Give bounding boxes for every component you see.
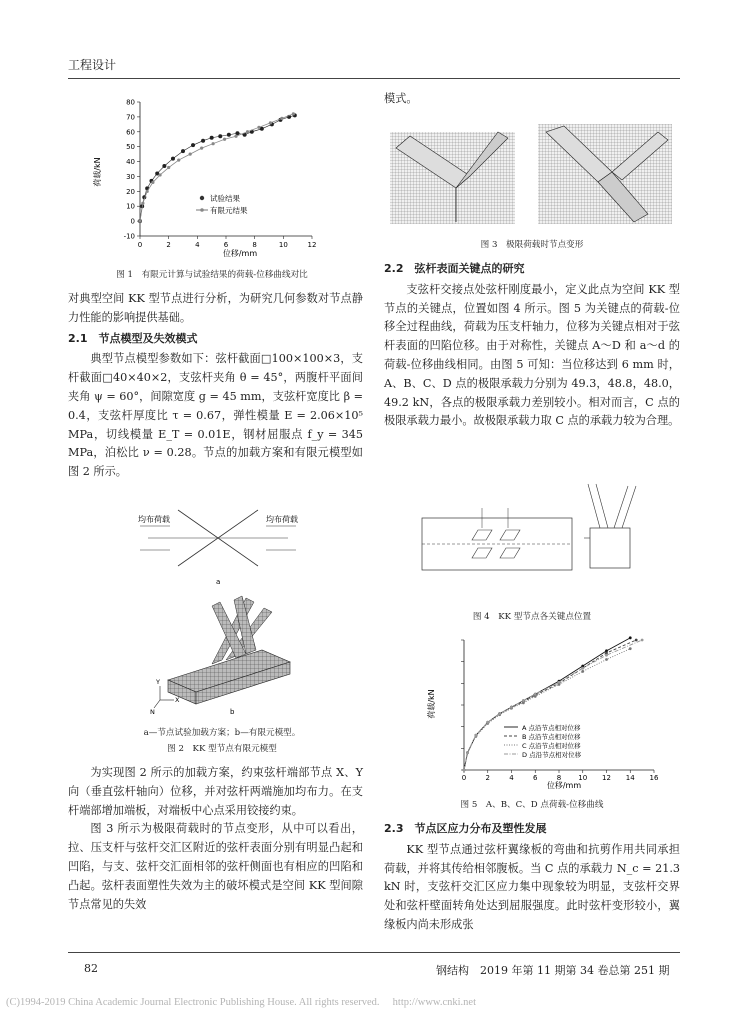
fig1-point bbox=[171, 157, 175, 161]
fig1-point bbox=[200, 147, 203, 150]
fig5-x-tick-label: 8 bbox=[556, 774, 562, 782]
left-column-bottom bbox=[68, 764, 363, 914]
fig2-axis-x: X bbox=[175, 696, 180, 704]
fig1-point bbox=[227, 133, 231, 137]
right-column-bottom bbox=[384, 820, 680, 935]
fig5-legend-c: C 点沿节点相对位移 bbox=[522, 742, 581, 750]
fig5-caption: 图 5 A、B、C、D 点荷载-位移曲线 bbox=[460, 800, 604, 810]
fig1-y-tick-label: -10 bbox=[123, 232, 135, 241]
fig5-point bbox=[629, 647, 632, 650]
fig1-point bbox=[177, 158, 180, 161]
fig1-point bbox=[191, 143, 195, 147]
fig1-y-tick-label: 80 bbox=[126, 98, 135, 107]
fig1-point bbox=[138, 220, 141, 223]
journal-info: 钢结构 2019 年第 11 期第 34 卷总第 251 期 bbox=[436, 964, 670, 977]
heading-2-1: 2.1 节点模型及失效模式 bbox=[68, 331, 198, 345]
fig1-y-tick-label: 20 bbox=[126, 187, 135, 196]
right-column-middle bbox=[384, 260, 680, 431]
fig2-axis-y: Y bbox=[156, 678, 160, 686]
fig5-point bbox=[486, 721, 489, 724]
fig5-x-tick-label: 14 bbox=[625, 774, 635, 782]
fig5-point bbox=[629, 636, 632, 639]
fig5-point bbox=[474, 734, 477, 737]
fig1-point bbox=[269, 121, 272, 124]
fig1-x-tick-label: 10 bbox=[278, 241, 288, 249]
paragraph-intro: 对典型空间 KK 型节点进行分析，为研究几何参数对节点静力性能的影响提供基础。 bbox=[68, 292, 363, 324]
fig1-point bbox=[141, 202, 144, 205]
paragraph-params: 典型节点模型参数如下：弦杆截面□100×100×3，支杆截面□40×40×2，支弦杆夹角 θ = 45°，两腹杆平面间夹角 ψ = 60°，间隙宽度 g = 45 mm，支弦杆宽度比 β = 0.4，支弦杆厚度比 τ = 0.67，弹性模量 E = 2.06×10⁵ MPa，切线模量 E_T = 0.01E，钢材屈服点 f_y = 345 MPa，泊松比 ν = 0.28。节点的加载方案和有限元模型如图 2 所示。 bbox=[68, 352, 363, 479]
fig5-point bbox=[522, 699, 525, 702]
fig5-point bbox=[581, 667, 584, 670]
fig1-point bbox=[257, 126, 260, 129]
fig5-legend-d: D 点沿节点相对位移 bbox=[522, 751, 582, 759]
fig4-keypoints bbox=[418, 478, 668, 600]
running-header: 工程设计 bbox=[68, 58, 117, 72]
fig1-point bbox=[223, 138, 226, 141]
fig1-point bbox=[158, 173, 161, 176]
paragraph-failure: 图 3 所示为极限荷载时的节点变形，从中可以看出，拉、压支杆与弦杆交汇区附近的弦杆表面分别有明显凸起和凹陷，与支、弦杆交汇面相邻的弦杆侧面也有相应的凹陷和凸起。弦杆表面塑性失效为主的破坏模式是空间 KK 型间隙节点常见的失效 bbox=[68, 822, 363, 911]
fig1-caption: 图 1 有限元计算与试验结果的荷载-位移曲线对比 bbox=[116, 270, 308, 280]
fig5-point bbox=[605, 654, 608, 657]
fig1-x-tick-label: 6 bbox=[223, 241, 229, 249]
fig5-point bbox=[641, 639, 644, 642]
paragraph-keypoints: 支弦杆交接点处弦杆刚度最小，定义此点为空间 KK 型节点的关键点，位置如图 4 所示。图 5 为关键点的荷载-位移全过程曲线，荷载为压支杆轴力，位移为关键点相对于弦杆表面的凹陷位移。由于对称性，关键点 A～D 和 a～d 的荷载-位移曲线相同。由图 5 可知：当位移达到 6 mm 时，A、B、C、D 点的极限承载力分别为 49.3，48.8，48.0，49.2 kN，各点的极限承载力差别较小。相对而言，C 点的极限承载力最小。故极限承载力取 C 点的承载力较为合理。 bbox=[384, 282, 680, 428]
paragraph-stress: KK 型节点通过弦杆翼缘板的弯曲和抗剪作用共同承担荷载，并将其传给相邻腹板。当 C 点的承载力 N_c = 21.3 kN 时，支弦杆交汇区应力集中现象较为明显，支弦杆交界处和弦杆壁面转角处达到屈服强度。此时弦杆变形较小，翼缘板内尚未形成张 bbox=[384, 842, 680, 931]
paragraph-top: 模式。 bbox=[384, 92, 418, 105]
fig1-y-tick-label: 60 bbox=[126, 128, 135, 137]
fig1-point bbox=[189, 153, 192, 156]
fig1-xlabel: 位移/mm bbox=[222, 249, 258, 258]
fig1-point bbox=[280, 117, 283, 120]
fig5-x-tick-label: 16 bbox=[649, 774, 659, 782]
fig1-point bbox=[151, 181, 154, 184]
fig5-legend-a: A 点沿节点相对位移 bbox=[522, 724, 581, 732]
footer-rule bbox=[68, 952, 680, 953]
fig1-y-tick-label: 10 bbox=[126, 202, 135, 211]
fig5-point bbox=[498, 712, 501, 715]
fig5-legend-b: B 点沿节点相对位移 bbox=[522, 733, 581, 741]
watermark: (C)1994-2019 China Academic Journal Electronic Publishing House. All rights reserved. http://www.cnki.net bbox=[6, 997, 476, 1008]
fig5-legend bbox=[522, 723, 582, 759]
fig2-label-left: 均布荷载 bbox=[138, 515, 170, 524]
fig1-x-tick-label: 0 bbox=[137, 241, 143, 249]
fig2a-loading-scheme bbox=[118, 488, 318, 588]
fig5-point bbox=[463, 769, 466, 772]
fig1-y-tick-label: 70 bbox=[126, 113, 135, 122]
fig1-y-tick-label: 50 bbox=[126, 143, 135, 152]
fig1-point bbox=[167, 166, 170, 169]
page-number: 82 bbox=[84, 962, 98, 975]
fig1-legend bbox=[196, 193, 248, 215]
fig1-point bbox=[234, 135, 237, 138]
fig2-label-right: 均布荷载 bbox=[266, 515, 298, 524]
fig5-x-tick-label: 0 bbox=[461, 774, 467, 782]
fig5-point bbox=[534, 693, 537, 696]
fig1-point bbox=[201, 139, 205, 143]
fig2-axis-n: N bbox=[150, 708, 155, 716]
fig5-point bbox=[605, 658, 608, 661]
fig1-x-tick-label: 12 bbox=[307, 241, 317, 249]
fig5-point bbox=[510, 706, 513, 709]
fig5-x-tick-label: 4 bbox=[509, 774, 514, 782]
fig5-point bbox=[466, 751, 469, 754]
fig1-y-tick-label: 30 bbox=[126, 172, 135, 181]
fig5-x-tick-label: 12 bbox=[602, 774, 611, 782]
fig1-chart bbox=[92, 88, 332, 258]
fig1-x-tick-label: 4 bbox=[195, 241, 200, 249]
fig2b-fe-model bbox=[150, 592, 310, 717]
paragraph-loading: 为实现图 2 所示的加载方案，约束弦杆端部节点 X、Y 向（垂直弦杆轴向）位移，并对弦杆两端施加均布力。在支杆端部增加端板，对端板中心点采用铰接约束。 bbox=[68, 766, 363, 817]
fig1-y-tick-label: 40 bbox=[126, 158, 135, 167]
fig1-legend-test: 试验结果 bbox=[210, 194, 240, 203]
fig5-xlabel: 位移/mm bbox=[546, 781, 582, 790]
fig5-chart bbox=[424, 630, 664, 790]
fig2-caption: 图 2 KK 型节点有限元模型 bbox=[167, 744, 277, 754]
fig1-point bbox=[162, 164, 166, 168]
right-column-top bbox=[384, 90, 680, 109]
fig3-caption: 图 3 极限荷载时节点变形 bbox=[480, 240, 584, 250]
fig5-point bbox=[558, 681, 561, 684]
fig1-x-tick-label: 2 bbox=[166, 241, 171, 249]
fig1-point bbox=[181, 149, 185, 153]
fig1-point bbox=[210, 136, 214, 140]
fig2-subcaption: a—节点试验加载方案；b—有限元模型。 bbox=[143, 728, 301, 738]
fig5-x-tick-label: 6 bbox=[533, 774, 538, 782]
fig1-point bbox=[212, 142, 215, 145]
fig3-deformation bbox=[386, 118, 676, 228]
left-column-top bbox=[68, 290, 363, 482]
fig1-point bbox=[246, 130, 249, 133]
fig5-point bbox=[635, 639, 638, 642]
fig1-point bbox=[146, 190, 149, 193]
fig2-sub-a: a bbox=[216, 578, 221, 586]
fig4-caption: 图 4 KK 型节点各关键点位置 bbox=[472, 612, 592, 622]
fig5-point bbox=[581, 670, 584, 673]
fig1-x-tick-label: 8 bbox=[252, 241, 257, 249]
heading-2-3: 2.3 节点区应力分布及塑性发展 bbox=[384, 822, 547, 835]
fig5-x-tick-label: 2 bbox=[485, 774, 490, 782]
fig1-point bbox=[292, 112, 295, 115]
fig5-ylabel: 荷载/kN bbox=[427, 689, 436, 719]
fig1-y-tick-label: 0 bbox=[130, 217, 135, 226]
heading-2-2: 2.2 弦杆表面关键点的研究 bbox=[384, 262, 525, 275]
fig1-ylabel: 荷载/kN bbox=[93, 157, 102, 187]
header-rule bbox=[68, 78, 680, 79]
fig2-sub-b: b bbox=[230, 708, 235, 716]
fig1-legend-fea: 有限元结果 bbox=[210, 206, 248, 215]
fig5-x-tick-label: 10 bbox=[578, 774, 588, 782]
fig1-point bbox=[218, 134, 222, 138]
